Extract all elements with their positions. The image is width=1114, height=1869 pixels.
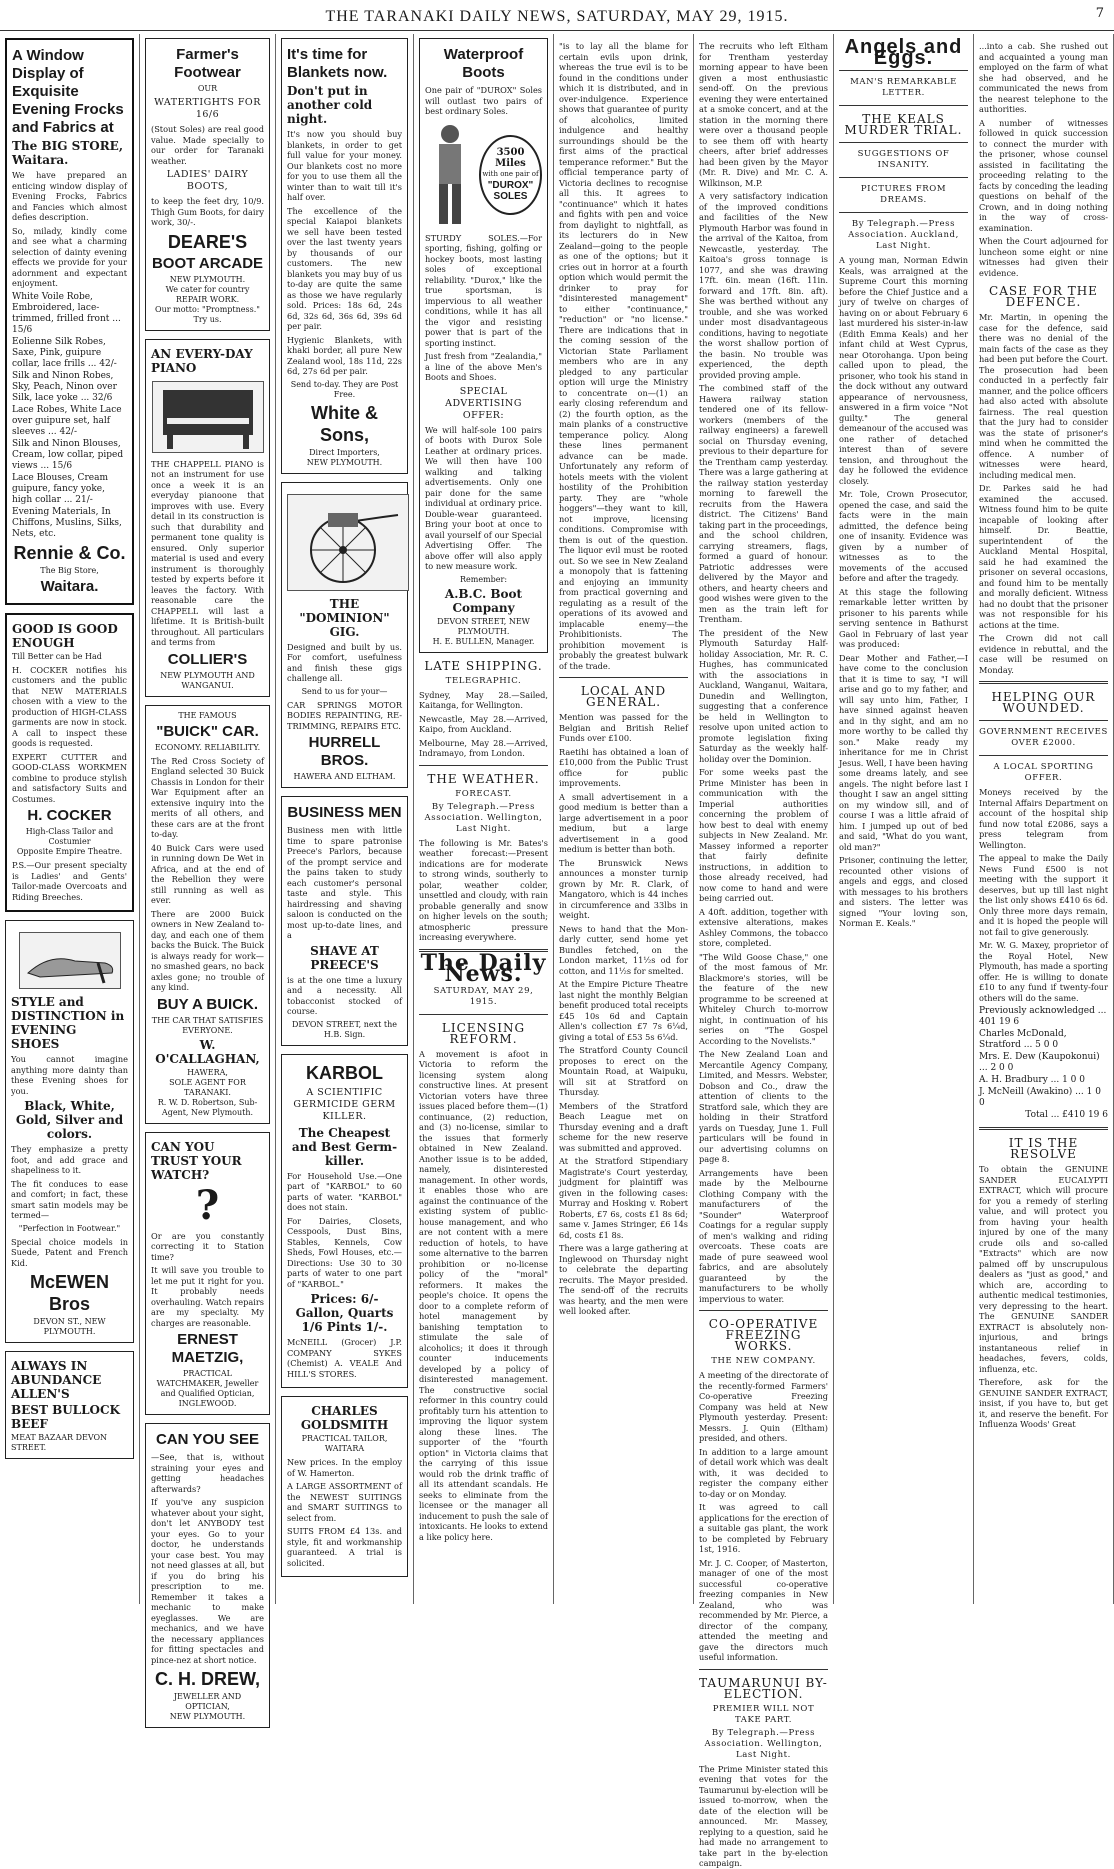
ad-headline: GOOD IS GOOD ENOUGH [12,621,118,650]
section-subhead: TELEGRAPHIC. [445,675,522,686]
ad-text: We will half-sole 100 pairs of boots with Durox Sole Leather at ordinary prices. We will then have 100 walking and talking advertisements. Only one pair done for the same individual at ordinary price. Double-wear guaranteed. Bring your boot at once to avail yourself of our Special Advertising Offer. The above offer will also apply to new measure work. [425,424,542,571]
divider [699,1669,828,1670]
article-text: Mention was passed for the Belgian and British Relief Funds over £100. [559,712,688,743]
section-subhead: PREMIER WILL NOT TAKE PART. [712,1703,815,1725]
editorial-masthead: The Daily News. [420,949,547,987]
ad-headline: BUY A BUICK. [156,995,259,1013]
ad-text: Black, White, Gold, Silver and colors. [15,1099,124,1141]
article-text: A 40ft. addition, together with extensive alterations, makes Ashley Commons, the tobacco store, completed. [699,906,828,948]
section-subhead: FORECAST. [455,788,512,799]
divider [839,212,968,213]
article-text: There was a large gathering at Inglewood on Thursday night to celebrate the departing recruits. The Mayor presided. The send-off of the recruits was hearty, and the men were well looked after. [559,1243,688,1316]
ad-text: is at the one time a luxury and a necessity. All tobacconist stocked of course. [287,974,402,1016]
article-text: News to hand that the Mon-darly cutter, send home yet Bundles fetched, on the London market, 11½s od for cotton, and 11½s for smelted. [559,923,688,976]
divider [979,720,1108,721]
ad-text: We have prepared an enticing window display of Evening Frocks, Fabrics and Fancies which almost defies description. [12,170,127,222]
section-headline: LATE SHIPPING. [424,658,543,673]
ad-text: STURDY SOLES.—For sporting, fishing, golfing or hockey boots, most lasting soles of exceptional reliability. "Durox," like the true sportsman, is impervious to all weather conditions, while it has all the vigor and resisting power that is part of the sporting instinct. [425,232,542,348]
byline: By Telegraph.—Press Association. Auckland, Last Night. [848,219,959,251]
ad-sub: ECONOMY. RELIABILITY. [154,742,261,752]
ad-text: Hygienic Blankets, with khaki border, all pure New Zealand wool, 18s 11d, 22s 6d, 27s 6d per pair. [287,334,402,376]
article-text: Mr. W. G. Maxey, proprietor of the Royal Hotel, New Plymouth, has made a sporting offer. He is willing to donate £10 to any fund if twenty-four others will do the same. [979,940,1108,1003]
section-subhead: MAN'S REMARKABLE LETTER. [850,77,957,98]
ad-sub: Don't put in another cold night. [287,84,373,126]
ad-sub: The Cheapest and Best Germ-killer. [291,1125,398,1168]
ad-white-sons [281,38,408,474]
divider [839,105,968,106]
ad-text: If you've any suspicion whatever about your sight, don't let ANYBODY test your eyes. Go to your doctor, he understands your case best. You may not need glasses at all, but if you do bring his prescription to me. Remember it takes a mechanic to make eyeglasses. We are mechanics, and we have the necessary appliances for fitting spectacles and pince-nez at short notice. [151,1497,264,1665]
article-text: The Brunswick News announces a monster turnip grown by Mr. R. Clark, of Mangatoro, which is 44 inches in circumference and 33lbs in weight. [559,857,688,920]
badge-text: 3500 Miles [495,147,526,169]
list-item: Charles McDonald, Stratford ... 5 0 0 [979,1029,1067,1050]
column-3 [276,34,414,1604]
article-text: Mr. J. C. Cooper, of Masterton, manager of one of the most successful co-operative freezing companies in New Zealand, who was recommended by Mr. Pierce, a director of the company, attended the meeting and gave the directors much useful information. [699,1557,828,1662]
column-6 [694,34,834,1868]
ad-text: For Household Use.—One part of "KARBOL" to 60 parts of water. "KARBOL" does not stain. [287,1170,402,1212]
ad-headline: It's time for Blankets now. [287,46,388,81]
article-text: Mr. Tole, Crown Prosecutor, opened the case, and said the facts were in the main admitted, the defence being one of insanity. Evidence was given by a number of witnesses as to the movements of the accused before and after the tragedy. [839,489,968,583]
sportsman-icon [425,120,475,230]
section-subhead: SUGGESTIONS OF INSANITY. [857,149,950,170]
ad-headline: CHARLES GOLDSMITH [300,1404,389,1432]
ad-drew [145,1423,270,1728]
gig-illustration [287,494,409,591]
article-text: Members of the Stratford Beach League met on Thursday evening and a draft scheme for the new reserve was submitted and approved. [559,1100,688,1153]
article-text: Mr. Martin, in opening the case for the defence, said there was no denial of the main facts of the case as they had been put before the Court. The prosecution had been conducted in a perfectly fair manner, and the police officers had also acted with absolute fairness. The real question that the jury had to consider was the state of prisoner's mind when he committed the offence. A number of witnesses were heard, including medical men. [979,312,1108,480]
list-item: Previously acknowledged ... 401 19 6 [979,1006,1107,1027]
page-number: 7 [1095,6,1104,21]
column-2 [140,34,276,1721]
section-subhead: GOVERNMENT RECEIVES OVER £2000. [979,727,1108,748]
ad-allens [5,1351,134,1459]
divider [839,70,968,71]
article-text: Dr. Parkes said he had examined the accused. Witness found him to be quite incapable of looking after himself. Dr. Beattie, superintendent of the Auckland Mental Hospital, said he had examined the prisoner on several occasions, and found him to be mentally and morally deficient. Witness had no doubt that the prisoner was not responsible for his actions at the time. [979,483,1108,630]
column-7 [834,34,974,1604]
ad-text: There are 2000 Buick owners in New Zealand to-day, and each one of them backs the Buick. The Buick is always ready for work—no smashed gears, no back axles gone; no trouble of any kind. [151,908,264,992]
article-text: The Prime Minister stated this evening that votes for the Taumarunui by-election will be issued to-morrow, when the date of the election will be announced. Mr. Massey, replying to a question, said he had made no arrangement to take part in the by-election campaign. [699,1763,828,1868]
divider [839,177,968,178]
newspaper-title: THE TARANAKI DAILY NEWS, SATURDAY, MAY 29, 1915. [325,8,789,25]
ad-deare [145,38,270,331]
ad-text: H. E. BULLEN, Manager. [432,636,535,646]
ad-town: HAWERA, [187,1067,228,1077]
ad-text: Send to-day. They are Post Free. [290,379,399,399]
ad-title: JEWELLER AND OPTICIAN, [173,1692,242,1711]
ad-text: New prices. In the employ of W. Hamerton. [287,1457,402,1478]
divider [979,681,1108,684]
article-text: Arrangements have been made by the Melbourne Clothing Company with the manufacturers of the "Sounder" Waterproof Coatings for a regular supply of men's walking and riding overcoats. These coats are made of pure seaweed wool fabrics, and are absolutely guaranteed by the manufacturers to be wholly impervious to water. [699,1167,828,1304]
section-headline: CASE FOR THE DEFENCE. [989,284,1098,309]
ad-text: Or are you constantly correcting it to Station time? [151,1230,264,1262]
list-total: Total ... £410 19 6 [1025,1110,1108,1120]
section-headline: HELPING OUR WOUNDED. [991,690,1096,715]
article-text: At this stage the following remarkable letter written by prisoner to his parents while serving sentence in Bathurst Gaol in February of last year was produced: [839,586,968,649]
article-text: When the Court adjourned for luncheon some eight or nine witnesses had given their evidence. [979,236,1108,278]
ad-firm-sub: The Big Store, [40,565,99,575]
article-text: A small advertisement in a good medium is better than a large advertisement in a poor medium, but a large advertisement in a good medium is better than both. [559,791,688,854]
article-text: The appeal to make the Daily News Fund £500 is not meeting with the support it deserves, but up till last night the list only shows £410 6s 6d. Only three more days remain, and it is hoped the people will not fail to give generously. [979,853,1108,937]
ad-firm: C. H. DREW, [154,1669,260,1689]
ad-text: 40 Buick Cars were used in running down De Wet in Africa, and at the end of the Rebellion they were still running as well as ever. [151,842,264,905]
shoe-illustration [19,932,121,989]
price-item: Evening Materials, In Chiffons, Muslins, Silks, Nets, etc. [12,506,122,539]
article-text: The president of the New Plymouth Saturday Half-holiday Association, Mr. R. C. Hughes, has communicated with the associations in Auckland, Wanganui, Waitara, Dunedin and Wellington, suggesting that a conference be held in Wellington to resolve upon united action to promote legislation fixing Saturday as the weekly half-holiday over the Dominion. [699,627,828,764]
list-item: J. McNeill (Awakino) ... 1 0 0 [979,1087,1101,1108]
ad-firm: ERNEST MAETZIG, [171,1331,244,1366]
ad-firm: BOOT ARCADE [151,254,264,272]
ad-address: DEVON STREET, NEW PLYMOUTH. [437,616,530,636]
ad-title: PRACTICAL TAILOR, WAITARA [301,1434,388,1453]
ad-town: Waitara. [40,577,99,595]
ad-text: P.S.—Our present specialty is Ladies' and Gents' Tailor-made Overcoats and Riding Breeches. [12,860,127,902]
price-item: Lace Robes, White Lace over guipure set, half sleeves ... 42/- [12,404,122,437]
piano-illustration [152,381,264,453]
ad-big-store [5,38,134,605]
section-headline: TAUMARUNUI BY-ELECTION. [699,1675,828,1701]
list-item: Mrs. E. Dew (Kaupokonui) ... 2 0 0 [979,1052,1100,1073]
column-5 [554,34,694,1604]
ad-text: (Stout Soles) are real good value. Made specially to our order for Taranaki weather. [151,124,264,166]
ad-firm: H. COCKER [27,807,112,824]
ad-headline: A Window Display of Exquisite Evening Frocks and Fabrics at [12,47,124,136]
ad-firm: DEARE'S [167,231,248,252]
divider [419,765,548,766]
ad-text: CAR SPRINGS MOTOR BODIES REPAINTING, RE-TRIMMING, REPAIRS ETC. [287,699,402,731]
ad-text: THE CAR THAT SATISFIES EVERYONE. [151,1015,264,1035]
question-mark-icon: ? [195,1181,220,1229]
ad-headline: CAN YOU TRUST YOUR WATCH? [151,1139,242,1182]
ad-headline: "BUICK" CAR. [156,722,259,740]
ad-goldsmith [281,1396,408,1577]
article-text: Prisoner, continuing the letter, recounted other visions of angels and eggs, and closed with messages to his brothers and sisters. The letter was signed "Your loving son, Norman E. Keals." [839,855,968,928]
ad-maetzig [145,1132,270,1416]
divider [979,755,1108,756]
article-text: The Stratford County Council proposes to erect on the Mountain Road, at Waipuku, will sit at Stratford on Thursday. [559,1045,688,1097]
divider [839,142,968,143]
article-text: For some weeks past the Prime Minister has been in communication with the Imperial authorities concerning the problem of how best to deal with enemy subjects in New Zealand. Mr. Massey informed a reporter that fairly definite instructions, in addition to those already received, had now come to hand and were being carried out. [699,767,828,903]
ad-text: So, milady, kindly come and see what a charming selection of dainty evening effects we provide for your adornment and expectant enjoyment. [12,225,127,288]
ad-mcewen [5,920,134,1343]
ad-text: Designed and built by us. For comfort, usefulness and finish these gigs challenge all. [287,641,402,683]
ad-text: SUITS FROM £4 13s. and style, fit and workmanship guaranteed. A trial is solicited. [287,1526,402,1568]
article-text: At the Stratford Stipendiary Magistrate's Court yesterday, judgment for plaintiff was given in the following cases: Murray and Hosking v. Robert Roberts, £7 6s, costs £1 8s 6d; same v. James Stringer, £6 14s 6d, costs £1 8s. [559,1156,688,1240]
ad-firm: W. O'CALLAGHAN, [155,1037,260,1066]
ad-text: McNEILL (Grocer) J.P. COMPANY SYKES (Chemist) A. VEALE And HILL'S STORES. [287,1337,402,1379]
ad-text: THE CHAPPELL PIANO is not an instrument for use once a week it is an everyday pianoone that improves with use. Every detail in its construction is such that durability and permanent tone quality is ensured. Only superior material is used and every instrument is thoroughly tested by experts before it leaves the factory. With reasonable care the CHAPPELL will last a lifetime. It is British-built throughout. All particulars and terms from [151,458,264,647]
column-4 [414,34,554,1604]
article-text: The combined staff of the Hawera railway station tendered one of its fellow-workers (members of the railway engineers) a farewell social on Thursday evening, previous to their departure for the Trentham camp yesterday. There was a large gathering at the railway station yesterday morning to farewell the recruits from the Hawera district. The Citizens' Band taking part in the proceedings, and the school children, carrying streamers, flags, formed a guard of honour. Patriotic addresses were delivered by the Mayor and others, and hearty cheers and good wishes were given to the men as the train left for Trentham. [699,383,828,624]
article-headline: Angels and Eggs. [844,36,963,69]
section-subhead: PICTURES FROM DREAMS. [860,184,947,205]
ad-address: MEAT BAZAAR DEVON STREET. [11,1433,108,1452]
durox-badge [479,135,542,215]
ad-text: We cater for country REPAIR WORK. [165,284,250,304]
divider [699,1310,828,1311]
ad-text: The excellence of the special Kaiapoi blankets we sell have been tested over the last twenty years by thousands of our customers. The new blankets you may buy of us to-day are quite the same as those we have regularly sold. Prices: 18s 6d, 24s 6d, 32s 6d, 36s 6d, 39s 6d per pair. [287,205,402,331]
section-headline: LOCAL AND GENERAL. [580,684,667,709]
article-text: Dear Mother and Father,—I have come to the conclusion that it is time to say, "I will arise and go to my father, and will say unto him, Father, I have sinned against heaven and in thy sight, and am no more worthy to be called thy son." Make ready my inheritance for me in Christ Jesus. Well, I have been having some dreams lately, and see angels. The night before last I thought I saw an angel sitting on my window sill, and of course I was a little afraid of him. I jumped up out of bed and said, "What do you want, old man?" [839,652,968,852]
ad-firm: McEWEN Bros [29,1272,109,1314]
ad-town: HAWERA AND ELTHAM. [293,772,396,781]
ad-text: You cannot imagine anything more dainty than these Evening shoes for you. [11,1054,128,1096]
column-8 [974,34,1114,1604]
ad-headline: Farmer's Footwear [174,46,241,81]
ad-text: It's now you should buy blankets, in order to get full value for your money. Our blankets cost no more for you to use them all the winter than to wait till it's half over. [287,129,402,202]
ad-buick [145,705,270,1124]
editorial-text: A movement is afoot in Victoria to reform the licensing system along constructive lines. At present Victorian voters have three issues placed before them—(1) continuance, (2) reduction, and (3) no-license, similar to the issues that formerly obtained in New Zealand. Another issue is to be added, namely, disinterested management. In other words, it enables those who are against the continuance of the existing system of public-house management, and who are not content with a mere reduction of hotels, to have some alternative to the barren prohibition or no-license policy of the "moral" reformers. It makes the people's choice. It opens the door to a complete reform of hotel management by banishing temptation to stimulate the sale of alcoholics; it does it through counter inducements developed by a policy of disinterested management. The constructive social reformer in this country could profitably turn his attention to improving the liquor system along these lines. The supporter of the "fourth option" in Victoria claims that the carrying of this issue would rob the drink traffic of all its attendant scandals. He seeks to eliminate from the licensee or the manager all inducement to push the sale of intoxicants. He looks to extend a like policy here. [419,1048,548,1542]
ad-sub: SHAVE AT PREECE'S [310,943,379,972]
ad-text: THE FAMOUS [178,710,237,720]
editorial-headline: LICENSING REFORM. [441,1020,526,1046]
ad-text: —See, that is, without straining your eyes and getting headaches afterwards? [151,1452,264,1494]
ad-headline: AN EVERY-DAY PIANO [151,346,253,375]
section-headline: IT IS THE RESOLVE [1008,1136,1079,1161]
ad-karbol [281,1054,408,1389]
ad-sub: SPECIAL ADVERTISING OFFER: [445,385,522,421]
section-subhead: THE NEW COMPANY. [711,1356,816,1366]
ad-firm: COLLIER'S [167,650,248,668]
ad-text: A LARGE ASSORTMENT of the NEWEST SUITINGS and SMART SUITINGS to select from. [287,1481,402,1523]
price-item: Lace Blouses, Cream guipure, fancy yoke, high collar ... 21/- [12,472,108,505]
editorial-text: "is to lay all the blame for certain evils upon drink, whereas the true evil is to be found in the conditions under which it is distributed, and in over-indulgence. Experience shows that guarantee of purity of alcoholics, limited indulgence and healthy surroundings should be the first aims of the practical temperance reformer." But the official temperance party of Victoria declines to recognise all this. It agrees to "continuance" which it hates and fights with pen and voice from daylight to nightfall, as its lecturers do in New Zealand—going to the people as one of the options; but it cries out in horror at a fourth option which would permit the drinker to pray for "disinterested management" to either "continuance," "reduction" or "no license." There are indications that in the coming session of the Victorian State Parliament members who are in any pledged to any particular option will urge the Ministry to concentrate on—(1) an early closing referendum and (2) the fourth option, as the main planks of a constructive temperance policy. Along these lines permanent advance can be made. Unfortunately any reform of hotels meets with the violent hostility of the Prohibition party. They are "whole hoggers"—they want to kill, not improve, licensing conditions. Compromise with them is out of the question. The liquor evil must be rooted out. So we see in New Zealand a monopoly that is fattening and enjoying an immunity from practical governing and regulating as a result of the operations of its avowed and implacable enemy—the Prohibitionists. The prohibition movement is probably the greatest bulwark of the trade. [559,41,688,671]
ad-title: SOLE AGENT FOR TARANAKI. [169,1077,246,1097]
ad-town: NEW PLYMOUTH. [306,457,383,467]
ad-firm: A.B.C. Boot Company [444,586,523,615]
section-headline: THE WEATHER. [427,771,540,786]
article-text: Newcastle, May 28.—Arrived, Kaipo, from Auckland. [419,713,548,734]
ad-headline: BUSINESS MEN [287,804,402,821]
ad-store: The BIG STORE, Waitara. [12,139,123,167]
section-subhead: A LOCAL SPORTING OFFER. [993,762,1094,783]
article-text: It was agreed to call applications for the erection of a suitable gas plant, the work to be completed by February 1st, 1916. [699,1502,828,1554]
ad-sub: A SCIENTIFIC GERMICIDE GERM KILLER. [293,1086,396,1122]
ad-illustration-row [425,120,542,230]
article-text: The Crown did not call evidence in rebuttal, and the case will be resumed on Monday. [979,633,1108,675]
ad-text: R. W. D. Robertson, Sub-Agent, New Plymouth. [157,1097,258,1117]
ad-town: NEW PLYMOUTH. [169,274,246,284]
ad-title: PRACTICAL WATCHMAKER, Jeweller and Qualified Optician, [156,1369,259,1398]
article-text: The following is Mr. Bates's weather forecast:—Present indications are for moderate to strong winds, southerly to polar, weather colder, unsettled and cloudy, with rain probable generally and snow on higher levels on the south; atmospheric pressure increasing everywhere. [419,837,548,942]
ad-address: DEVON STREET, next the H.B. Sign. [291,1019,397,1039]
article-text: A number of witnesses followed in quick succession to connect the murder with the prisoner, whose counsel assisted in facilitating the proceeding relating to the facts by conceding the leading questions on behalf of the Crown, and in doing nothing in the way of cross-examination. [979,117,1108,233]
ad-town: NEW PLYMOUTH. [169,1712,246,1721]
ad-text: It will save you trouble to let me put it right for you. It probably needs overhauling. Watch repairs are my specialty. My charges are reasonable. [151,1265,264,1328]
price-item: Silk and Ninon Blouses, Cream, low collar, piped views ... 15/6 [12,438,124,471]
section-headline: THE KEALS MURDER TRIAL. [844,112,963,137]
section-headline: CO-OPERATIVE FREEZING WORKS. [708,1317,819,1353]
ad-text: EXPERT CUTTER and GOOD-CLASS WORKMEN combine to produce stylish and satisfactory Suits and Costumes. [12,751,127,804]
article-text: A very satisfactory indication of the improved conditions and facilities of the New Plymouth Harbor was found in the arrival of the Kaitoa, from Newcastle, yesterday. The Kaitoa's gross tonnage is 1077, and she was drawing 17ft. 6in. mean (16ft. 11in. forward and 17ft. 8in. aft). She was berthed without any trouble, and she was worked under most disadvantageous conditions, having to negotiate the worst shallow portion of the basin. No trouble was experienced, the depth provided proving ample. [699,191,828,380]
ad-town: INGLEWOOD. [178,1399,237,1408]
price-item: White Voile Robe, Embroidered, lace-trimmed, frilled front ... 15/6 [12,291,121,335]
ad-text: One pair of "DUROX" Soles will outlast two pairs of best ordinary Soles. [425,85,542,116]
ad-firm: Rennie & Co. [13,542,126,563]
ad-sub: LADIES' DAIRY BOOTS, [166,169,249,192]
ad-text: Remember: [459,574,508,584]
ad-text: Send to us for your— [301,686,388,696]
ad-title: High-Class Tailor and Costumier [25,827,114,846]
ad-headline: ALWAYS IN ABUNDANCE ALLEN'S [11,1359,102,1401]
article-text: A meeting of the directorate of the recently-formed Farmers' Co-operative Freezing Company was held at New Plymouth yesterday. Present: Messrs. J. Quin (Eltham) presided, and others. [699,1370,828,1443]
byline: By Telegraph.—Press Association. Wellington, Last Night. [704,1727,823,1760]
ad-headline: THE "DOMINION" GIG. [299,596,390,639]
ad-text: The Red Cross Society of England selected 30 Buick Chassis in London for their War Equipment after an extensive inquiry into the merits of all others, and these cars are at the front to-day. [151,755,264,839]
column-1 [0,34,140,1604]
ad-address: DEVON ST., NEW PLYMOUTH. [33,1317,106,1336]
ad-text: Special choice models in Suede, Patent and French Kid. [11,1236,128,1268]
ad-preece [281,796,408,1046]
ad-text: The fit conduces to ease and comfort; in fact, these smart satin models may be termed— [11,1178,128,1220]
article-text: "The Wild Goose Chase," one of the most famous of Mr. Blackmore's stories, will be the feature of the new programme to be screened at Whiteley Church to-morrow night, in continuation of his series on "The Gospel According to the Novelists." [699,951,828,1046]
article-text: The New Zealand Loan and Mercantile Agency Company, Limited, and Messrs. Webster, Dobson and Co., draw the attention of clients to the Stratford sale, which they are holding in their Stratford yards on Tuesday, June 1. Full particulars will be found in our advertising columns on page 8. [699,1049,828,1164]
article-text: Moneys received by the Internal Affairs Department on account of the hospital ship fund now total £2086, says a press telegram from Wellington. [979,787,1108,850]
article-text: At the Empire Picture Theatre last night the monthly Belgian benefit produced total receipts £45 10s 6d and Captain Allen's collection £7 7s 6¼d, giving a total of £53 5s 6¼d. [559,979,688,1042]
masthead [0,0,1114,31]
ad-text: OUR [197,84,218,93]
ad-firm: HURRELL BROS. [308,734,381,769]
gig-icon [288,495,408,590]
ad-piano [145,339,270,697]
article-text: ...into a cab. She rushed out and acquainted a young man employed on the farm of what she had observed, and he communicated the news from the nearest telephone to the authorities. [979,41,1108,114]
list-item: A. H. Bradbury ... 1 0 0 [979,1075,1085,1085]
article-text: Melbourne, May 28.—Arrived, Indramayo, from London. [419,737,548,758]
ad-text: For Dairies, Closets, Cesspools, Dust Bins, Stables, Kennels, Cow Sheds, Fowl Houses, etc.—Directions: Use 30 to 30 parts of water to one part of "KARBOL." [287,1215,402,1289]
price-item: Eolienne Silk Robes, Saxe, Pink, guipure collar, lace frills ... 42/- [12,336,117,369]
badge-text: "DUROX" SOLES [487,180,534,202]
ad-text: BEST BULLOCK BEEF [11,1403,120,1431]
article-text: In addition to a large amount of detail work which was dealt with, it was decided to register the company either to-day or on Monday. [699,1446,828,1499]
price-item: Silk and Ninon Robes, Sky, Peach, Ninon over Silk, lace yoke ... 32/6 [12,370,117,403]
divider [559,677,688,678]
ad-text: Just fresh from "Zealandia," a line of the above Men's Boots and Shoes. [425,351,542,382]
byline: By Telegraph.—Press Association. Wellington, Last Night. [424,801,543,834]
article-text: Raetihi has obtained a loan of £10,000 from the Public Trust office for public improvements. [559,746,688,788]
ad-cocker [5,613,134,913]
divider [979,1127,1108,1130]
ad-text: They emphasize a pretty foot, and add grace and shapeliness to it. [11,1144,128,1175]
ad-headline: STYLE and DISTINCTION in EVENING SHOES [11,995,125,1051]
ad-dominion-gig [281,482,408,789]
piano-icon [153,382,263,452]
ad-firm-sub: Direct Importers, [309,447,380,457]
article-text: The recruits who left Eltham for Trentham yesterday morning appear to have been given a most enthusiastic send-off. On the previous evening they were entertained at a smoke concert, and at the station in the morning there were over a thousand people to see them off with hearty cheers, after brief addresses had been given by the Mayor (Mr. R. Dive) and Mr. C. A. Wilkinson, M.P. [699,41,828,188]
article-text: Therefore, ask for the GENUINE SANDER EXTRACT, insist, if you have to, but get it, and reserve the benefit. For Influenza Woods' Great [979,1377,1108,1429]
shoe-icon [20,933,120,988]
ad-address: Opposite Empire Theatre. [16,847,123,856]
editorial-date: SATURDAY, MAY 29, 1915. [433,985,534,1007]
badge-text: with one pair of [482,170,539,178]
ad-headline: KARBOL [306,1062,383,1083]
ad-firm: White & Sons, [311,402,378,445]
ad-headline: CAN YOU SEE [155,1431,260,1448]
ad-sub: Till Better can be Had [12,651,102,661]
ad-text: to keep the feet dry, 10/9. Thigh Gum Boots, for dairy work, 30/-. [151,196,264,227]
ad-text: Our motto: "Promptness." Try us. [155,304,260,324]
ad-text: Business men with little time to spare patronise Preece's Parlors, because of the prompt service and the pains taken to study each customer's personal taste and style. This hairdressing and shaving saloon is conducted on the most up-to-date lines, and a [287,825,402,940]
ad-sub: WATERTIGHTS FOR 16/6 [154,97,261,120]
ad-text: H. COCKER notifies his customers and the public that NEW MATERIALS chosen with a view to the production of HIGH-CLASS garments are now in stock. A call to inspect these goods is requested. [12,664,127,748]
ad-slogan: "Perfection in Footwear." [18,1223,121,1233]
ad-price: Prices: 6/- Gallon, Quarts 1/6 Pints 1/-. [295,1292,394,1334]
article-text: A young man, Norman Edwin Keals, was arraigned at the Supreme Court this morning before the Chief Justice and a jury of twelve on charges of having on or about February 6 last murdered his sister-in-law (Edith Emma Keals) and her infant child at West Cyprus, near Otorohanga. Upon being called upon to plead, the prisoner, who took his stand in the dock without any outward appearance of nervousness, answered in a firm voice "Not guilty." The general demeanour of the accused was one rather of detached interest than of severe tension, and throughout the day he followed the evidence closely. [839,255,968,486]
ad-abc-boot [419,38,548,653]
ad-headline: Waterproof Boots [443,46,524,81]
ad-town: NEW PLYMOUTH AND WANGANUI. [160,670,255,690]
article-text: Sydney, May 28.—Sailed, Kaitanga, for Wellington. [419,689,548,710]
article-text: To obtain the GENUINE SANDER EUCALYPTI EXTRACT, which will procure for you a remedy of sterling value, and will protect you from having your health injured by one of the many crude oils and so-called "Extracts" which are now palmed off by unscrupulous dealers as "just as good," and which are, according to authentic medical testimonies, very depressing to the heart. The GENUINE SANDER EXTRACT is absolutely non-injurious, and brings instantaneous relief in headaches, fevers, colds, influenza, etc. [979,1164,1108,1374]
divider [419,1014,548,1015]
